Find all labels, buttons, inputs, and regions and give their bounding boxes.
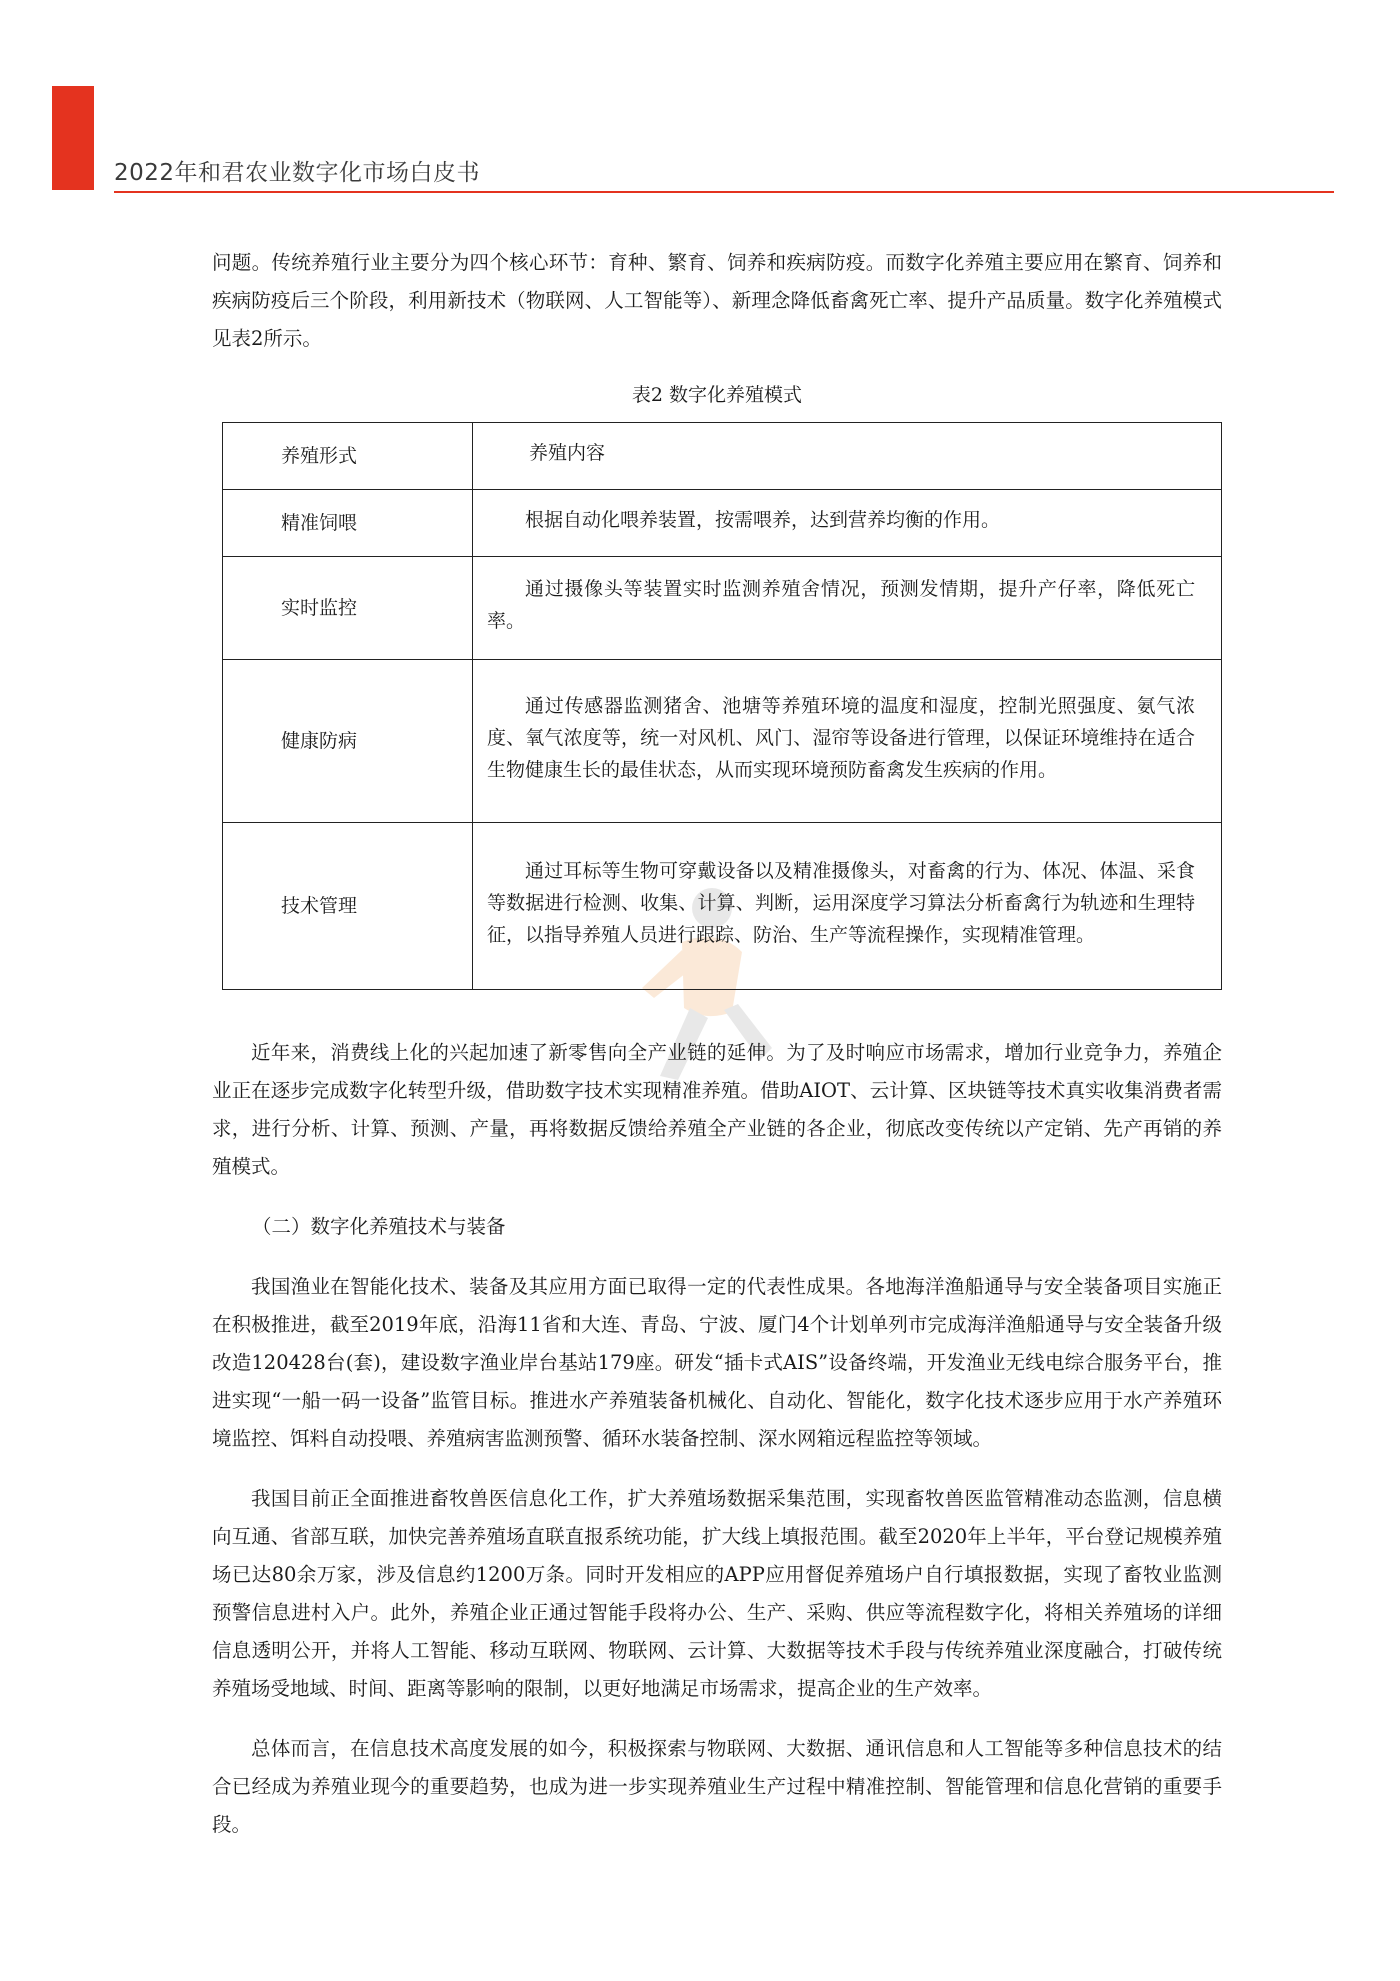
intro-paragraph: 问题。传统养殖行业主要分为四个核心环节：育种、繁育、饲养和疾病防疫。而数字化养殖主要应用在繁育、饲养和疾病防疫后三个阶段，利用新技术（物联网、人工智能等）、新理念降低畜禽死亡率、提升产品质量。数字化养殖模式见表2所示。 <box>212 251 1222 350</box>
table-cell-content: 通过耳标等生物可穿戴设备以及精准摄像头，对畜禽的行为、体况、体温、采食等数据进行检测、收集、计算、判断，运用深度学习算法分析畜禽行为轨迹和生理特征，以指导养殖人员进行跟踪、防治、生产等流程操作，实现精准管理。 <box>473 823 1222 990</box>
table-cell-form: 精准饲喂 <box>223 490 473 557</box>
paragraph-conclusion: 总体而言，在信息技术高度发展的如今，积极探索与物联网、大数据、通讯信息和人工智能等多种信息技术的结合已经成为养殖业现今的重要趋势，也成为进一步实现养殖业生产过程中精准控制、智能管理和信息化营销的重要手段。 <box>212 1737 1222 1836</box>
table-caption: 表2 数字化养殖模式 <box>631 384 803 406</box>
paragraph-livestock-info: 我国目前正全面推进畜牧兽医信息化工作，扩大养殖场数据采集范围，实现畜牧兽医监管精准动态监测，信息横向互通、省部互联，加快完善养殖场直联直报系统功能，扩大线上填报范围。截至2020年上半年，平台登记规模养殖场已达80余万家，涉及信息约1200万条。同时开发相应的APP应用督促养殖场户自行填报数据，实现了畜牧业监测预警信息进村入户。此外，养殖企业正通过智能手段将办公、生产、采购、供应等流程数字化，将相关养殖场的详细信息透明公开，并将人工智能、移动互联网、物联网、云计算、大数据等技术手段与传统养殖业深度融合，打破传统养殖场受地域、时间、距离等影响的限制，以更好地满足市场需求，提高企业的生产效率。 <box>212 1487 1222 1700</box>
table-cell-content: 通过摄像头等装置实时监测养殖舍情况，预测发情期，提升产仔率，降低死亡率。 <box>473 557 1222 660</box>
table-cell-form: 健康防病 <box>223 660 473 823</box>
table-cell-content: 根据自动化喂养装置，按需喂养，达到营养均衡的作用。 <box>473 490 1222 557</box>
paragraph-fishery: 我国渔业在智能化技术、装备及其应用方面已取得一定的代表性成果。各地海洋渔船通导与安全装备项目实施正在积极推进，截至2019年底，沿海11省和大连、青岛、宁波、厦门4个计划单列市完成海洋渔船通导与安全装备升级改造120428台(套)，建设数字渔业岸台基站179座。研发“插卡式AIS”设备终端，开发渔业无线电综合服务平台，推进实现“一船一码一设备”监管目标。推进水产养殖装备机械化、自动化、智能化，数字化技术逐步应用于水产养殖环境监控、饵料自动投喂、养殖病害监测预警、循环水装备控制、深水网箱远程监控等领域。 <box>212 1275 1222 1450</box>
header-accent-bar <box>52 86 94 190</box>
table-header-content: 养殖内容 <box>473 423 1222 490</box>
paragraph-new-retail: 近年来，消费线上化的兴起加速了新零售向全产业链的延伸。为了及时响应市场需求，增加行业竞争力，养殖企业正在逐步完成数字化转型升级，借助数字技术实现精准养殖。借助AIOT、云计算、区块链等技术真实收集消费者需求，进行分析、计算、预测、产量，再将数据反馈给养殖全产业链的各企业，彻底改变传统以产定销、先产再销的养殖模式。 <box>212 1041 1222 1178</box>
farming-model-table <box>222 422 1222 990</box>
table-row <box>223 823 1222 990</box>
section-heading: （二）数字化养殖技术与装备 <box>252 1215 506 1238</box>
table-header-row <box>223 423 1222 490</box>
table-row <box>223 660 1222 823</box>
document-body <box>212 244 1222 1844</box>
table-cell-form: 技术管理 <box>223 823 473 990</box>
table-row <box>223 557 1222 660</box>
page-header-title: 2022年和君农业数字化市场白皮书 <box>114 160 481 186</box>
table-cell-form: 实时监控 <box>223 557 473 660</box>
table-cell-content: 通过传感器监测猪舍、池塘等养殖环境的温度和湿度，控制光照强度、氨气浓度、氧气浓度等，统一对风机、风门、湿帘等设备进行管理，以保证环境维持在适合生物健康生长的最佳状态，从而实现环境预防畜禽发生疾病的作用。 <box>473 660 1222 823</box>
header-divider <box>114 191 1334 193</box>
table-header-form: 养殖形式 <box>223 423 473 490</box>
table-row <box>223 490 1222 557</box>
